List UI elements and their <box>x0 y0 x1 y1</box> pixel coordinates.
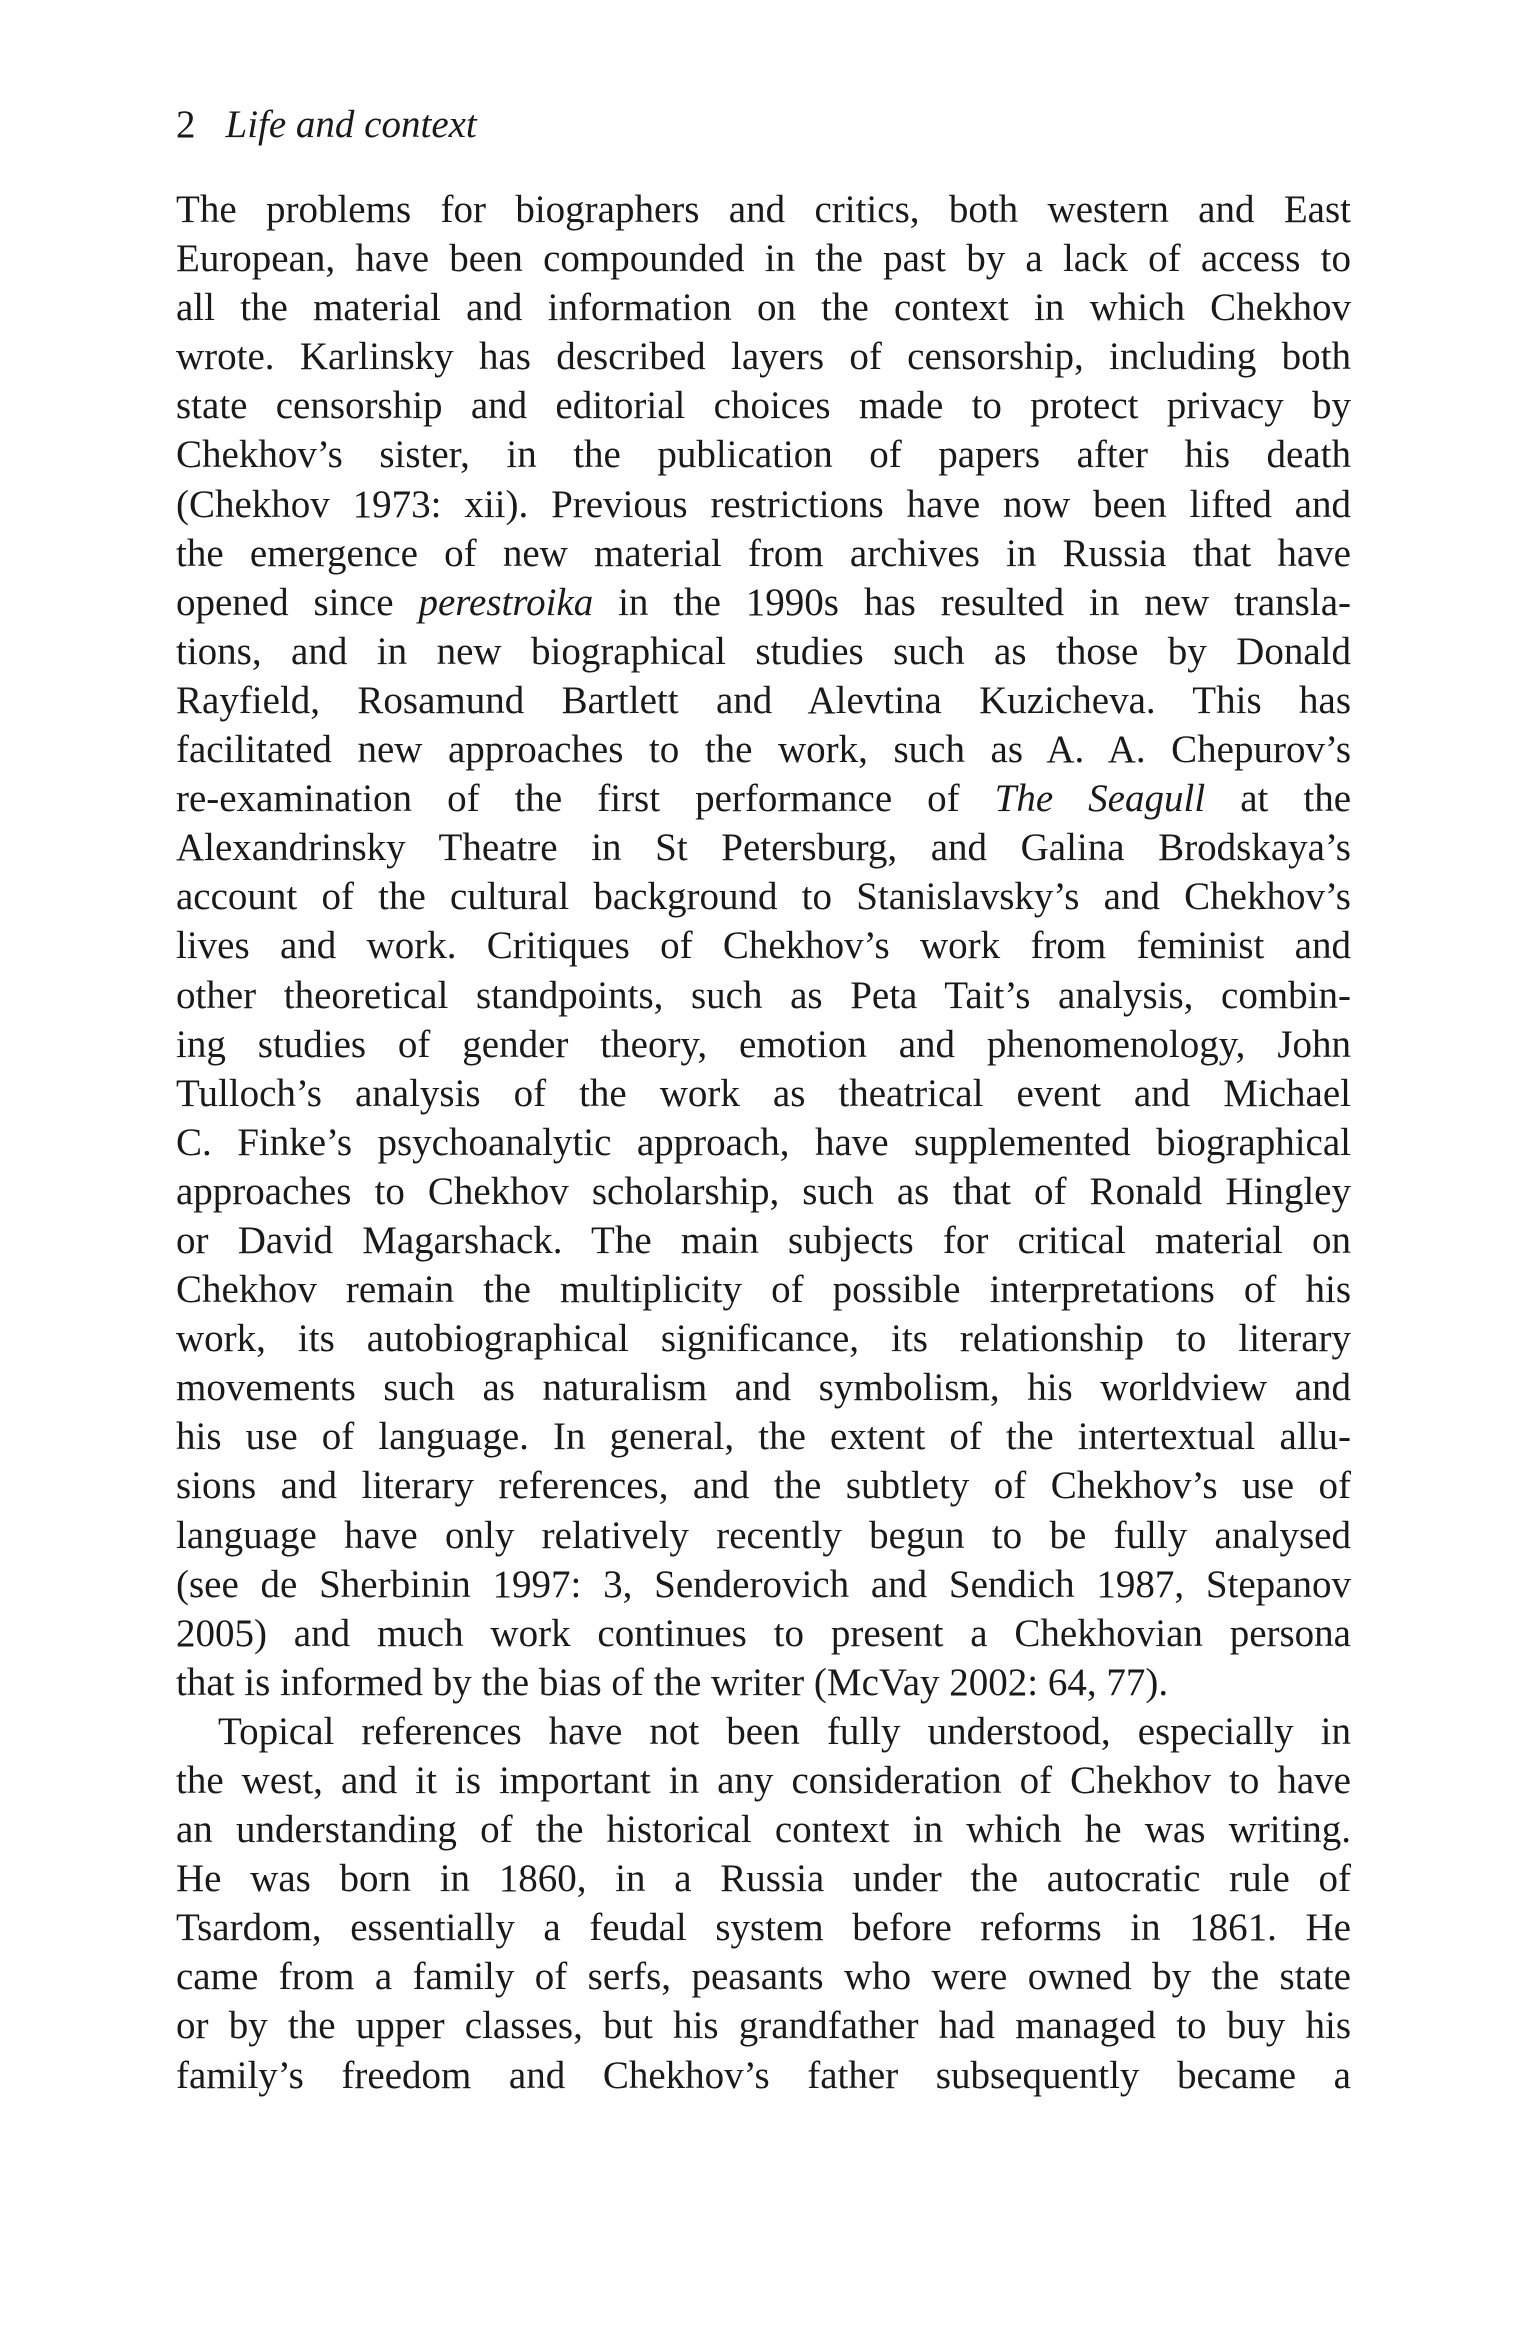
text-line <box>176 774 1351 823</box>
text-segment: Topical references have not been fully understood, especially in <box>218 1709 1351 1753</box>
running-head <box>176 100 477 150</box>
text-line <box>176 185 1351 234</box>
text-line <box>176 1560 1351 1609</box>
text-line <box>176 1854 1351 1903</box>
text-segment: Chekhov’s sister, in the publication of papers after his death <box>176 433 1351 477</box>
text-segment: the west, and it is important in any consideration of Chekhov to have <box>176 1759 1351 1802</box>
text-line <box>176 872 1351 921</box>
text-segment: The problems for biographers and critics, both western and East <box>176 188 1351 231</box>
text-segment: He was born in 1860, in a Russia under the autocratic rule of <box>176 1857 1351 1901</box>
text-segment: Chekhov remain the multiplicity of possible interpretations of his <box>176 1268 1351 1312</box>
text-line <box>176 1756 1351 1805</box>
text-segment: sions and literary references, and the subtlety of Chekhov’s use of <box>176 1464 1351 1508</box>
text-line <box>176 1412 1351 1461</box>
text-line <box>176 1118 1351 1167</box>
text-segment: movements such as naturalism and symbolism, his worldview and <box>176 1366 1351 1410</box>
text-line <box>176 1609 1351 1658</box>
text-segment: European, have been compounded in the past by a lack of access to <box>176 237 1351 281</box>
text-line <box>176 381 1351 430</box>
text-line <box>176 1020 1351 1069</box>
text-line <box>176 1511 1351 1560</box>
text-line <box>176 1805 1351 1854</box>
paragraph <box>176 185 1351 1707</box>
text-line <box>176 1167 1351 1216</box>
text-segment: ing studies of gender theory, emotion and phenomenology, John <box>176 1022 1351 1066</box>
italic-title: perestroika <box>418 580 594 624</box>
text-line <box>176 1461 1351 1510</box>
text-segment: opened since <box>176 580 419 624</box>
text-segment: approaches to Chekhov scholarship, such as that of Ronald Hingley <box>176 1169 1351 1213</box>
text-segment: work, its autobiographical significance, its relationship to literary <box>176 1317 1351 1361</box>
paragraph <box>176 1707 1351 2100</box>
text-segment: re-examination of the first performance of <box>176 777 995 821</box>
text-segment: the emergence of new material from archives in Russia that have <box>176 531 1351 575</box>
text-line <box>176 480 1351 529</box>
text-segment: Alexandrinsky Theatre in St Petersburg, and Galina Brodskaya’s <box>176 826 1351 870</box>
text-line <box>176 2051 1351 2100</box>
text-segment: or by the upper classes, but his grandfather had managed to buy his <box>176 2004 1351 2048</box>
text-segment: language have only relatively recently begun to be fully analysed <box>176 1513 1351 1557</box>
text-segment: facilitated new approaches to the work, such as A. A. Chepurov’s <box>176 728 1351 772</box>
text-line <box>176 1707 1351 1756</box>
text-line <box>176 1903 1351 1952</box>
text-line <box>176 921 1351 970</box>
text-segment: an understanding of the historical context in which he was writing. <box>176 1808 1351 1852</box>
text-line <box>176 1952 1351 2001</box>
text-line <box>176 627 1351 676</box>
body-text <box>176 185 1351 2100</box>
text-segment: wrote. Karlinsky has described layers of censorship, including both <box>176 335 1351 379</box>
text-segment: all the material and information on the context in which Chekhov <box>176 286 1351 330</box>
text-line <box>176 2001 1351 2050</box>
text-line <box>176 234 1351 283</box>
text-line <box>176 725 1351 774</box>
text-segment: state censorship and editorial choices made to protect privacy by <box>176 384 1351 428</box>
text-line <box>176 430 1351 479</box>
text-segment: 2005) and much work continues to present a Chekhovian persona <box>176 1611 1351 1655</box>
text-segment: Rayfield, Rosamund Bartlett and Alevtina Kuzicheva. This has <box>176 678 1351 722</box>
chapter-title: Life and context <box>225 103 477 146</box>
text-line <box>176 529 1351 578</box>
text-segment: tions, and in new biographical studies such as those by Donald <box>176 629 1351 673</box>
text-segment: account of the cultural background to Stanislavsky’s and Chekhov’s <box>176 875 1351 919</box>
text-segment: other theoretical standpoints, such as Peta Tait’s analysis, combin- <box>176 973 1351 1017</box>
text-segment: Tsardom, essentially a feudal system before reforms in 1861. He <box>176 1906 1351 1950</box>
text-segment: that is informed by the bias of the writer (McVay 2002: 64, 77). <box>176 1660 1169 1704</box>
text-segment: at the <box>1205 777 1352 821</box>
text-segment: (Chekhov 1973: xii). Previous restrictions have now been lifted and <box>176 482 1351 526</box>
text-segment: (see de Sherbinin 1997: 3, Senderovich and Sendich 1987, Stepanov <box>176 1562 1351 1606</box>
text-line <box>176 823 1351 872</box>
text-line <box>176 676 1351 725</box>
text-segment: C. Finke’s psychoanalytic approach, have supplemented biographical <box>176 1120 1351 1164</box>
text-segment: Tulloch’s analysis of the work as theatrical event and Michael <box>176 1071 1351 1115</box>
text-segment: or David Magarshack. The main subjects for critical material on <box>176 1218 1351 1262</box>
text-line <box>176 1314 1351 1363</box>
text-line <box>176 332 1351 381</box>
text-line <box>176 283 1351 332</box>
text-segment: lives and work. Critiques of Chekhov’s work from feminist and <box>176 924 1351 968</box>
text-line <box>176 971 1351 1020</box>
text-segment: family’s freedom and Chekhov’s father subsequently became a <box>176 2053 1351 2097</box>
text-line <box>176 1363 1351 1412</box>
text-line <box>176 1265 1351 1314</box>
page-number: 2 <box>176 103 196 146</box>
text-line <box>176 578 1351 627</box>
text-line <box>176 1658 1351 1707</box>
italic-title: The Seagull <box>994 777 1206 821</box>
text-segment: his use of language. In general, the extent of the intertextual allu- <box>176 1415 1351 1459</box>
text-segment: came from a family of serfs, peasants who were owned by the state <box>176 1955 1351 1999</box>
text-segment: in the 1990s has resulted in new transla- <box>593 580 1351 624</box>
text-line <box>176 1216 1351 1265</box>
text-line <box>176 1069 1351 1118</box>
